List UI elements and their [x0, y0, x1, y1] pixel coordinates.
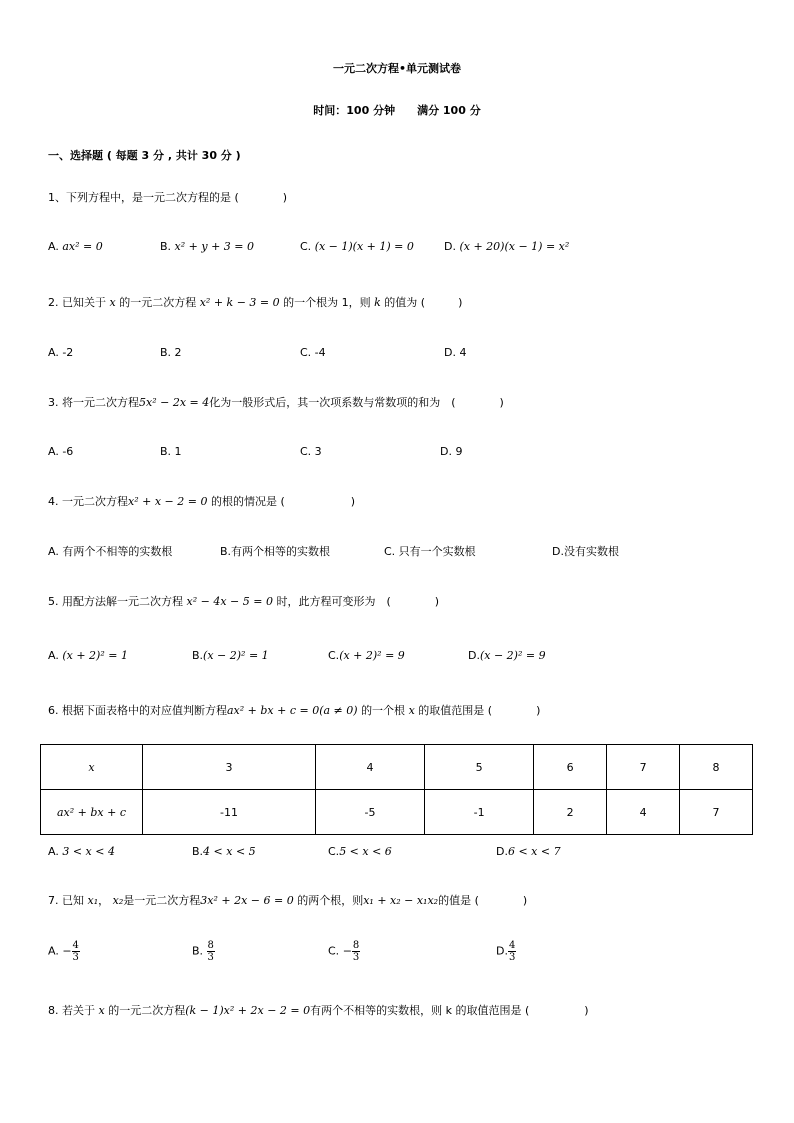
page-title: 一元二次方程•单元测试卷 [332, 62, 462, 75]
q7-option-c: C. − $\frac{8}{3}$ [328, 940, 360, 963]
table-head-cell: x [41, 745, 143, 790]
fraction: $\frac{8}{3}$ [352, 940, 360, 963]
q4-option-c: C. 只有一个实数根 [384, 545, 476, 558]
fraction: $\frac{4}{3}$ [508, 940, 516, 963]
q3-option-c: C. 3 [300, 445, 322, 458]
fraction: $\frac{8}{3}$ [207, 940, 214, 963]
table-row [41, 745, 753, 790]
table-cell: 4 [607, 790, 680, 835]
question-4-stem: 4. 一元二次方程x² + x − 2 = 0 的根的情况是 ( ) [48, 495, 356, 508]
table-head-cell: ax² + bx + c [41, 790, 143, 835]
fraction: $\frac{4}{3}$ [72, 940, 79, 963]
q5-option-a: A. (x + 2)² = 1 [48, 649, 128, 662]
q1-option-b: B. x² + y + 3 = 0 [160, 240, 255, 253]
q3-option-a: A. -6 [48, 445, 74, 458]
q1-option-c: C. (x − 1)(x + 1) = 0 [300, 240, 414, 253]
q2-option-a: A. -2 [48, 346, 74, 359]
q5-option-d: D.(x − 2)² = 9 [468, 649, 546, 662]
table-cell: 7 [607, 745, 680, 790]
table-cell: 3 [143, 745, 316, 790]
table-cell: 7 [680, 790, 753, 835]
q3-option-b: B. 1 [160, 445, 182, 458]
q6-option-b: B.4 < x < 5 [192, 845, 256, 858]
q1-option-d: D. (x + 20)(x − 1) = x² [444, 240, 570, 253]
q5-option-c: C.(x + 2)² = 9 [328, 649, 405, 662]
table-row [41, 790, 753, 835]
table-cell: 4 [315, 745, 424, 790]
table-cell: 5 [425, 745, 534, 790]
table-cell: -11 [143, 790, 316, 835]
question-5-stem: 5. 用配方法解一元二次方程 x² − 4x − 5 = 0 时，此方程可变形为 ( ) [48, 595, 440, 608]
question-7-stem: 7. 已知 x₁， x₂是一元二次方程3x² + 2x − 6 = 0 的两个根，则x₁ + x₂ − x₁x₂的值是 ( ) [48, 894, 528, 907]
table-cell: -1 [425, 790, 534, 835]
q6-option-a: A. 3 < x < 4 [48, 845, 115, 858]
q3-option-d: D. 9 [440, 445, 463, 458]
q2-option-d: D. 4 [444, 346, 467, 359]
q1-option-a: A. ax² = 0 [48, 240, 103, 253]
table-cell: 2 [534, 790, 607, 835]
table-cell: 6 [534, 745, 607, 790]
table-cell: -5 [315, 790, 424, 835]
q4-option-d: D.没有实数根 [552, 545, 619, 558]
q5-option-b: B.(x − 2)² = 1 [192, 649, 269, 662]
q4-option-b: B.有两个相等的实数根 [220, 545, 331, 558]
question-1-stem: 1、下列方程中，是一元二次方程的是 ( ) [48, 191, 288, 204]
q7-option-a: A. − $\frac{4}{3}$ [48, 940, 79, 963]
q2-option-b: B. 2 [160, 346, 182, 359]
table-cell: 8 [680, 745, 753, 790]
question-6-stem: 6. 根据下面表格中的对应值判断方程ax² + bx + c = 0(a ≠ 0) 的一个根 x 的取值范围是 ( ) [48, 704, 541, 717]
values-table [40, 744, 753, 835]
q2-option-c: C. -4 [300, 346, 326, 359]
section-heading: 一、选择题 ( 每题 3 分 , 共计 30 分 ) [48, 149, 241, 162]
q7-option-b: B. $\frac{8}{3}$ [192, 940, 214, 963]
question-3-stem: 3. 将一元二次方程5x² − 2x = 4化为一般形式后，其一次项系数与常数项的和为 ( ) [48, 396, 504, 409]
q6-option-d: D.6 < x < 7 [496, 845, 561, 858]
time-info: 时间：100 分钟 满分 100 分 [313, 104, 481, 117]
q7-option-d: D. $\frac{4}{3}$ [496, 940, 516, 963]
q4-option-a: A. 有两个不相等的实数根 [48, 545, 173, 558]
q6-option-c: C.5 < x < 6 [328, 845, 392, 858]
question-8-stem: 8. 若关于 x 的一元二次方程(k − 1)x² + 2x − 2 = 0有两个不相等的实数根，则 k 的取值范围是 ( ) [48, 1004, 589, 1017]
question-2-stem: 2. 已知关于 x 的一元二次方程 x² + k − 3 = 0 的一个根为 1，则 k 的值为 ( ) [48, 296, 463, 309]
